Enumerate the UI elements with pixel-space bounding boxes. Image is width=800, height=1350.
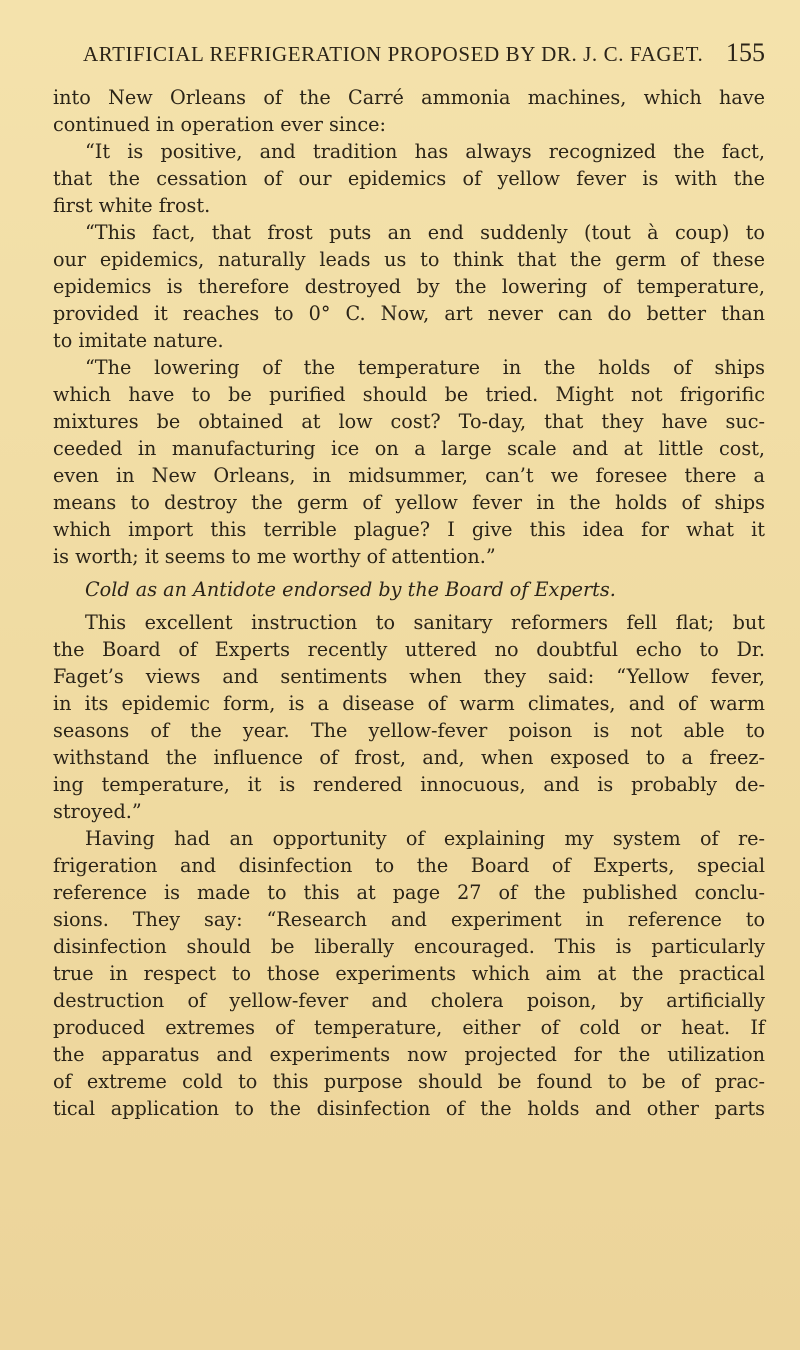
text-line: destruction of yellow-fever and cholera poison, by artificially (53, 989, 765, 1012)
text-line: even in New Orleans, in midsummer, can’t we foresee there a (53, 464, 765, 487)
text-line: stroyed.” (53, 800, 142, 823)
text-line: produced extremes of temperature, either of cold or heat. If (53, 1016, 765, 1039)
text-line: “The lowering of the temperature in the holds of ships (85, 356, 765, 379)
text-line: frigeration and disinfection to the Board of Experts, special (53, 854, 765, 877)
text-line: continued in operation ever since: (53, 113, 386, 136)
text-line: the Board of Experts recently uttered no doubtful echo to Dr. (53, 638, 765, 661)
text-line: that the cessation of our epidemics of yellow fever is with the (53, 167, 765, 190)
section-heading: Cold as an Antidote endorsed by the Board of Experts. (85, 578, 616, 601)
page-number: 155 (726, 38, 765, 67)
text-line: seasons of the year. The yellow-fever poison is not able to (53, 719, 765, 742)
text-line: “It is positive, and tradition has always recognized the fact, (85, 140, 765, 163)
text-line: This excellent instruction to sanitary reformers fell flat; but (85, 611, 765, 634)
text-line: first white frost. (53, 194, 211, 217)
text-line: the apparatus and experiments now projected for the utilization (53, 1043, 765, 1066)
text-line: mixtures be obtained at low cost? To-day, that they have suc- (53, 410, 765, 433)
body-text (53, 84, 765, 1122)
text-line: into New Orleans of the Carré ammonia machines, which have (53, 86, 765, 109)
text-line: Faget’s views and sentiments when they said: “Yellow fever, (53, 665, 765, 688)
text-line: ing temperature, it is rendered innocuous, and is probably de- (53, 773, 765, 796)
text-line: reference is made to this at page 27 of the published conclu- (53, 881, 765, 904)
text-line: which have to be purified should be tried. Might not frigorific (53, 383, 765, 406)
text-line: epidemics is therefore destroyed by the lowering of temperature, (53, 275, 765, 298)
text-line: Having had an opportunity of explaining my system of re- (85, 827, 765, 850)
text-line: is worth; it seems to me worthy of attention.” (53, 545, 496, 568)
text-line: tical application to the disinfection of the holds and other parts (53, 1097, 765, 1120)
text-line: true in respect to those experiments which aim at the practical (53, 962, 765, 985)
text-line: withstand the influence of frost, and, when exposed to a freez- (53, 746, 765, 769)
running-head (53, 38, 765, 78)
text-line: means to destroy the germ of yellow fever in the holds of ships (53, 491, 765, 514)
running-title: ARTIFICIAL REFRIGERATION PROPOSED BY DR. J. C. FAGET. (83, 42, 704, 66)
text-line: of extreme cold to this purpose should be found to be of prac- (53, 1070, 765, 1093)
text-line: sions. They say: “Research and experiment in reference to (53, 908, 765, 931)
text-line: our epidemics, naturally leads us to think that the germ of these (53, 248, 765, 271)
text-line: “This fact, that frost puts an end suddenly (tout à coup) to (85, 221, 765, 244)
text-line: disinfection should be liberally encouraged. This is particularly (53, 935, 765, 958)
text-line: ceeded in manufacturing ice on a large scale and at little cost, (53, 437, 765, 460)
text-line: which import this terrible plague? I give this idea for what it (53, 518, 765, 541)
text-line: provided it reaches to 0° C. Now, art never can do better than (53, 302, 765, 325)
text-line: in its epidemic form, is a disease of warm climates, and of warm (53, 692, 765, 715)
text-line: to imitate nature. (53, 329, 224, 352)
book-page (53, 38, 765, 1122)
